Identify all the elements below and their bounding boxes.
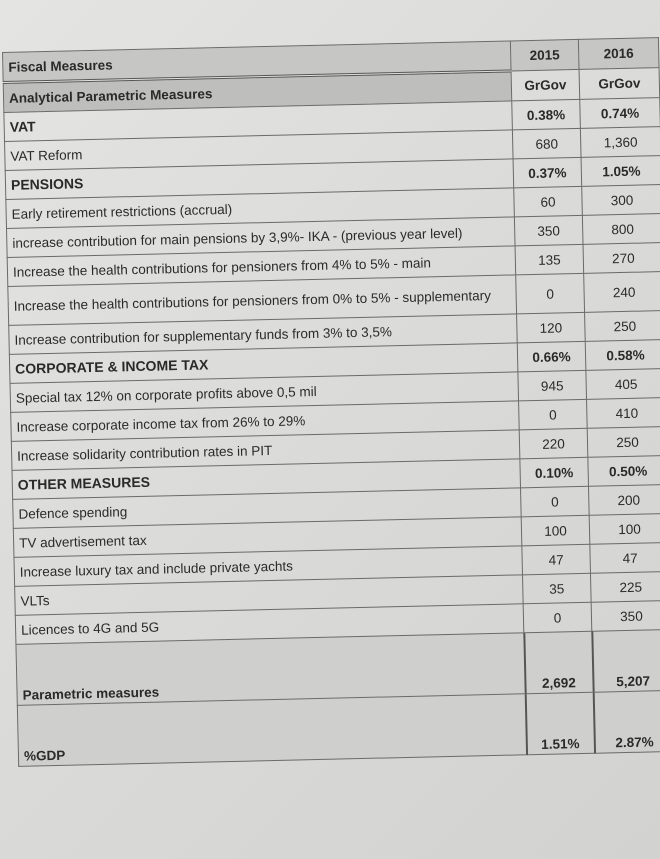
value-2016: 250 bbox=[585, 311, 660, 342]
source-2015: GrGov bbox=[511, 69, 580, 101]
row-label: VAT bbox=[4, 101, 513, 142]
year-2015: 2015 bbox=[510, 39, 579, 71]
table-subtitle: Analytical Parametric Measures bbox=[3, 71, 512, 113]
value-2016: 1,360 bbox=[580, 127, 660, 158]
value-2015: 0.66% bbox=[517, 341, 586, 372]
value-2015: 0.38% bbox=[512, 99, 581, 130]
table-title: Fiscal Measures bbox=[3, 41, 512, 83]
gdp-2016: 2.87% bbox=[593, 690, 660, 753]
value-2016: 240 bbox=[584, 272, 660, 313]
row-label: increase contribution for main pensions by 3,9%- IKA - (previous year level) bbox=[7, 217, 516, 258]
value-2016: 0.50% bbox=[588, 455, 660, 486]
value-2015: 0 bbox=[516, 273, 585, 314]
row-label: Increase luxury tax and include private yachts bbox=[14, 546, 523, 587]
value-2016: 270 bbox=[583, 243, 660, 274]
row-label: VLTs bbox=[15, 575, 524, 616]
value-2015: 350 bbox=[514, 215, 583, 246]
value-2015: 220 bbox=[519, 428, 588, 459]
row-label: Increase solidarity contribution rates in PIT bbox=[11, 430, 520, 471]
value-2016: 350 bbox=[591, 600, 660, 631]
row-label: VAT Reform bbox=[5, 130, 514, 171]
gdp-2015: 1.51% bbox=[525, 692, 594, 755]
value-2016: 200 bbox=[589, 484, 660, 515]
value-2015: 60 bbox=[514, 186, 583, 217]
value-2015: 0.37% bbox=[513, 157, 582, 188]
value-2015: 135 bbox=[515, 244, 584, 275]
value-2015: 100 bbox=[521, 515, 590, 546]
value-2015: 47 bbox=[522, 544, 591, 575]
row-label: Increase the health contributions for pensioners from 4% to 5% - main bbox=[7, 246, 516, 287]
total-2015: 2,692 bbox=[524, 631, 593, 694]
fiscal-measures-document bbox=[2, 37, 660, 767]
row-label: Increase contribution for supplementary funds from 3% to 3,5% bbox=[9, 314, 518, 355]
value-2016: 100 bbox=[589, 513, 660, 544]
row-label: Licences to 4G and 5G bbox=[15, 604, 524, 645]
value-2015: 0 bbox=[523, 602, 592, 633]
value-2016: 300 bbox=[582, 185, 660, 216]
value-2016: 250 bbox=[587, 427, 660, 458]
source-2016: GrGov bbox=[579, 68, 660, 100]
row-label: PENSIONS bbox=[5, 159, 514, 200]
value-2016: 1.05% bbox=[581, 156, 660, 187]
gdp-label: %GDP bbox=[17, 694, 526, 767]
value-2015: 680 bbox=[512, 128, 581, 159]
value-2015: 0 bbox=[519, 399, 588, 430]
value-2015: 945 bbox=[518, 370, 587, 401]
fiscal-measures-table bbox=[2, 37, 660, 767]
row-label: Increase corporate income tax from 26% to 29% bbox=[11, 401, 520, 442]
row-label: Early retirement restrictions (accrual) bbox=[6, 188, 515, 229]
value-2016: 0.74% bbox=[580, 98, 660, 129]
value-2016: 410 bbox=[587, 398, 660, 429]
value-2015: 0 bbox=[521, 486, 590, 517]
value-2015: 0.10% bbox=[520, 457, 589, 488]
row-label: OTHER MEASURES bbox=[12, 459, 521, 500]
row-label: CORPORATE & INCOME TAX bbox=[9, 343, 518, 384]
value-2016: 47 bbox=[590, 542, 660, 573]
row-label: Increase the health contributions for pensioners from 0% to 5% - supplementary bbox=[8, 275, 517, 326]
value-2015: 120 bbox=[517, 312, 586, 343]
value-2016: 0.58% bbox=[585, 340, 660, 371]
total-2016: 5,207 bbox=[592, 629, 660, 692]
value-2015: 35 bbox=[522, 573, 591, 604]
total-label: Parametric measures bbox=[16, 633, 525, 706]
row-label: Defence spending bbox=[13, 488, 522, 529]
value-2016: 800 bbox=[582, 214, 660, 245]
value-2016: 225 bbox=[590, 571, 660, 602]
row-label: TV advertisement tax bbox=[13, 517, 522, 558]
row-label: Special tax 12% on corporate profits above 0,5 mil bbox=[10, 372, 519, 413]
value-2016: 405 bbox=[586, 369, 660, 400]
year-2016: 2016 bbox=[578, 38, 659, 70]
